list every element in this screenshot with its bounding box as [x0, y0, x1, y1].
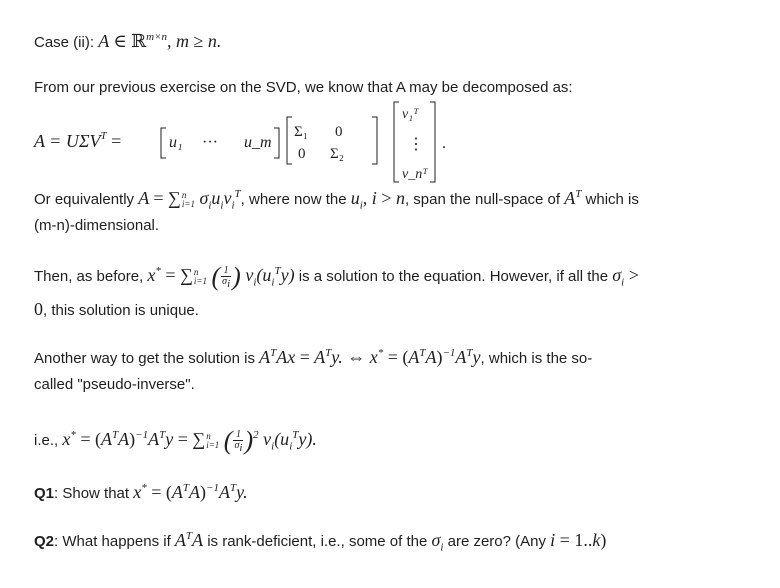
case-label: Case (ii):: [34, 34, 99, 51]
q2-math-b: $\sigma_i$: [431, 530, 444, 554]
v-left-bracket: [394, 102, 399, 182]
sigma-right-bracket: [372, 117, 377, 164]
q1-line: [34, 481, 248, 505]
para1-line2: [34, 215, 159, 237]
v-first: v₁ᵀ: [402, 107, 419, 122]
case-math: A ∈ ℝ$^{m\times n}$, m ≥ n.: [98, 31, 222, 51]
sigma-left-bracket: [287, 117, 292, 164]
u-last: u_m: [244, 134, 272, 151]
para2-text-a: Then, as before,: [34, 268, 148, 285]
para2-math-a: x* = ∑ n i=1 ( $\frac{1}{\sigma_i}$ ) $v_i(u_i^Ty)$: [147, 262, 295, 291]
para1-line2-text: (m-n)-dimensional.: [34, 217, 160, 234]
para2-line2: [34, 298, 199, 322]
para4-math-a: $x^* = (A^TA)^{-1}A^Ty$ = ∑ n i=1 ( $\frac{1}{\sigma_i}$ )$^2$ $v_i(u_i^Ty)$.: [62, 426, 317, 455]
intro-text: [34, 77, 573, 99]
q2-text-a: : What happens if: [54, 533, 175, 550]
para1-text-b: , where now the: [240, 191, 351, 208]
para4-line: [34, 426, 317, 455]
para2-line2-text: , this solution is unique.: [43, 302, 199, 319]
equation-lhs: $A = U\Sigma V^T$ =: [34, 130, 122, 151]
q2-math-c: i = 1..k): [550, 530, 607, 550]
u-right-bracket: [274, 128, 279, 158]
para3-line2-text: called "pseudo-inverse".: [34, 376, 195, 393]
svd-equation: [30, 100, 450, 184]
u-dots: ···: [202, 134, 218, 151]
para1-math-c: $A^T$: [564, 188, 582, 208]
sigma-21: 0: [298, 146, 306, 162]
para4-text-a: i.e.,: [34, 432, 63, 449]
q2-label: Q2: [34, 533, 55, 550]
para1-text-c: , span the null-space of: [404, 191, 565, 208]
v-right-bracket: [430, 102, 435, 182]
v-dots: ⋮: [408, 136, 424, 153]
para2-math-b: $\sigma_i$ >: [612, 265, 639, 289]
sigma-11: Σ₁: [294, 124, 308, 140]
para2-line1: [34, 262, 639, 291]
sigma-22: Σ₂: [330, 146, 344, 162]
q2-text-c: are zero? (Any: [443, 533, 551, 550]
q2-math-a: $A^TA$: [174, 530, 204, 550]
para3-math-a: $A^TAx = A^Ty$. ⇔ $x^* = (A^TA)^{-1}A^Ty$: [259, 347, 481, 367]
q2-text-b: is rank-deficient, i.e., some of the: [203, 533, 432, 550]
q1-math: $x^* = (A^TA)^{-1}A^Ty$.: [133, 482, 248, 502]
para3-text-a: Another way to get the solution is: [34, 350, 260, 367]
intro-sentence: From our previous exercise on the SVD, we know that A may be decomposed as:: [34, 79, 573, 96]
para3-line2: [34, 374, 195, 396]
q1-text: : Show that: [54, 485, 134, 502]
q1-label: Q1: [34, 485, 55, 502]
para1-math-b: $u_i$, i > n: [350, 188, 405, 212]
para1-math-a: A = ∑ n i=1 $\sigma_iu_iv_i^T$: [138, 188, 241, 212]
v-last: v_nᵀ: [402, 167, 428, 182]
case-line: [34, 30, 221, 54]
u-left-bracket: [161, 128, 166, 158]
q2-line: [34, 529, 606, 553]
para3-line1: [34, 346, 592, 370]
para2-text-b: is a solution to the equation. However, if all the: [294, 268, 613, 285]
para1-line1: [34, 187, 639, 211]
para1-text-a: Or equivalently: [34, 191, 139, 208]
para1-text-d: which is: [581, 191, 639, 208]
para3-text-b: , which is the so-: [480, 350, 593, 367]
sigma-12: 0: [335, 124, 343, 140]
u-first: u₁: [169, 134, 183, 151]
equation-period: .: [442, 135, 446, 152]
para2-line2-math: 0: [34, 299, 43, 319]
